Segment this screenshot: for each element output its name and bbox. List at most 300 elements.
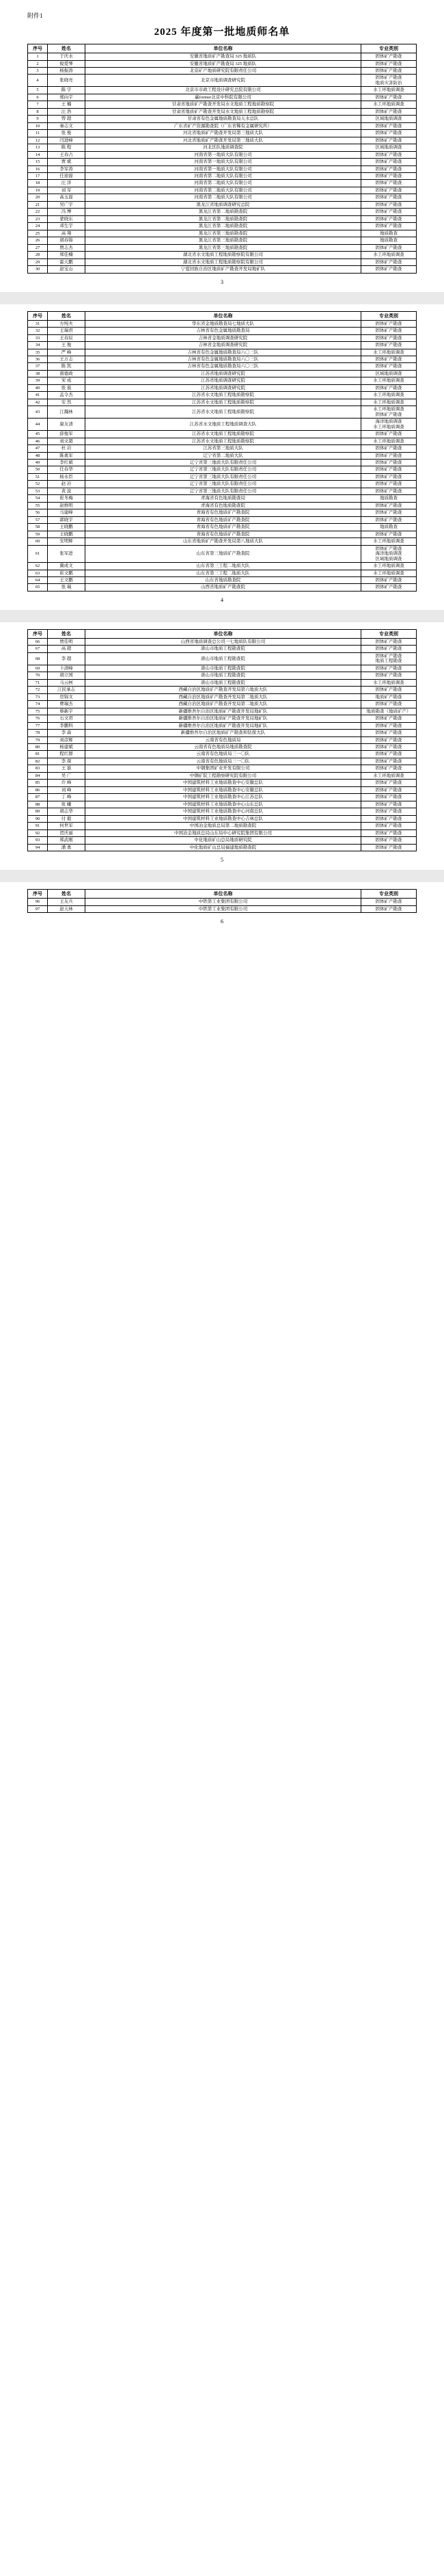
cell-name: 王春辰 <box>48 334 85 341</box>
cell-type: 固体矿产勘查 <box>361 363 417 370</box>
cell-index: 40 <box>28 384 48 391</box>
cell-unit: 唐山市地质工程勘查院 <box>85 665 361 672</box>
cell-name: 丁 峰 <box>48 794 85 801</box>
cell-type: 固体矿产勘查 <box>361 672 417 679</box>
cell-index: 44 <box>28 419 48 431</box>
cell-name: 程红群 <box>48 751 85 758</box>
cell-unit: 青海省有色地质矿产勘查院 <box>85 509 361 516</box>
cell-name: 江瀚林 <box>48 406 85 419</box>
cell-index: 31 <box>28 320 48 327</box>
cell-unit: 江苏省水文地质工程地质勘察院 <box>85 406 361 419</box>
cell-type: 固体矿产勘查 <box>361 715 417 722</box>
table-row <box>28 431 417 438</box>
cell-type: 固体矿产勘查 <box>361 584 417 591</box>
table-body-page-1 <box>28 53 417 274</box>
cell-index: 91 <box>28 823 48 829</box>
cell-index: 6 <box>28 94 48 101</box>
cell-type: 固体矿产勘查 <box>361 173 417 180</box>
table-row <box>28 829 417 836</box>
table-row <box>28 646 417 652</box>
column-header-unit: 单位名称 <box>85 890 361 899</box>
cell-unit: 青海省有色地质勘查院 <box>85 502 361 509</box>
column-header-type: 专业类别 <box>361 311 417 320</box>
table-row <box>28 209 417 215</box>
cell-unit: 云南省有色地质局三一〇队 <box>85 758 361 765</box>
table-row <box>28 772 417 779</box>
cell-name: 王 楠 <box>48 101 85 108</box>
cell-unit: 甘肃省地质矿产勘查开发局水文地质工程地质勘察院 <box>85 101 361 108</box>
cell-unit: 广东省矿产资源勘查院（广东省稀有金属研究所） <box>85 122 361 129</box>
cell-type: 固体矿产勘查 <box>361 502 417 509</box>
table-row <box>28 116 417 122</box>
cell-index: 52 <box>28 481 48 488</box>
cell-unit: 江苏省地质调查研究院 <box>85 377 361 384</box>
cell-index: 10 <box>28 122 48 129</box>
cell-unit: 赢former北京中科院有限公司 <box>85 94 361 101</box>
cell-index: 83 <box>28 765 48 772</box>
table-row <box>28 502 417 509</box>
cell-type: 地质勘查 <box>361 524 417 531</box>
cell-unit: 中国建筑材料工业地质勘查中心江苏总队 <box>85 794 361 801</box>
cell-type: 固体矿产勘查 <box>361 576 417 583</box>
table-row <box>28 392 417 399</box>
cell-type: 固体矿产勘查 <box>361 780 417 786</box>
cell-name: 李鹏科 <box>48 722 85 729</box>
cell-name: 马云柯 <box>48 679 85 686</box>
cell-name: 于庆水 <box>48 53 85 60</box>
cell-unit: 北京市地质调查研究院 <box>85 75 361 87</box>
cell-type: 固体矿产勘查 <box>361 823 417 829</box>
cell-index: 74 <box>28 701 48 708</box>
cell-name: 安明辉 <box>48 538 85 545</box>
table-row <box>28 384 417 391</box>
table-row <box>28 223 417 230</box>
cell-unit: 河北区队地质调查院 <box>85 144 361 151</box>
cell-type: 固体矿产勘查 <box>361 730 417 736</box>
cell-index: 57 <box>28 516 48 523</box>
table-row <box>28 693 417 700</box>
cell-name: 贾志杰 <box>48 244 85 251</box>
cell-index: 18 <box>28 180 48 187</box>
cell-name: 李 超 <box>48 652 85 665</box>
cell-index: 71 <box>28 679 48 686</box>
cell-unit: 黑龙江省第二地质勘查院 <box>85 215 361 222</box>
table-row <box>28 108 417 115</box>
cell-name: 李红斌 <box>48 460 85 466</box>
cell-name: 郑佳楠 <box>48 252 85 258</box>
cell-type: 固体矿产勘查 <box>361 638 417 645</box>
cell-name: 蒙晓东 <box>48 215 85 222</box>
table-row <box>28 516 417 523</box>
cell-index: 15 <box>28 159 48 165</box>
table-row <box>28 701 417 708</box>
table-row <box>28 320 417 327</box>
cell-name: 陈 程 <box>48 144 85 151</box>
cell-unit: 黑龙江省第三地质勘查院 <box>85 230 361 237</box>
cell-index: 19 <box>28 187 48 194</box>
cell-index: 22 <box>28 209 48 215</box>
table-row <box>28 524 417 531</box>
table-row <box>28 481 417 488</box>
cell-unit: 中国建筑材料工业地质勘查中心安徽总队 <box>85 780 361 786</box>
document-page-1 <box>0 0 444 285</box>
cell-type: 固体矿产勘查 <box>361 320 417 327</box>
table-row <box>28 730 417 736</box>
cell-index: 3 <box>28 67 48 74</box>
table-row <box>28 122 417 129</box>
cell-type: 水工环地质调查 <box>361 563 417 570</box>
cell-index: 89 <box>28 808 48 815</box>
cell-name: 赵 岩 <box>48 481 85 488</box>
cell-unit: 辽宁省第二地质大队 <box>85 452 361 459</box>
cell-type: 固体矿产勘查 <box>361 531 417 537</box>
table-row <box>28 545 417 562</box>
cell-unit: 辽宁省第三地质大队有限责任公司 <box>85 466 361 473</box>
table-row <box>28 137 417 144</box>
cell-type: 固体矿产勘查 <box>361 808 417 815</box>
table-row <box>28 570 417 576</box>
table-row <box>28 786 417 793</box>
cell-type: 水工环地质调查 <box>361 538 417 545</box>
cell-name: 张 磊 <box>48 384 85 391</box>
cell-type: 固体矿产勘查 <box>361 445 417 452</box>
cell-type: 固体矿产勘查 <box>361 201 417 208</box>
page-number-2: 4 <box>221 596 223 603</box>
cell-name: 何世军 <box>48 823 85 829</box>
cell-name: 王瑞君 <box>48 328 85 334</box>
cell-type: 固体矿产勘查 <box>361 844 417 851</box>
cell-name: 李 森 <box>48 730 85 736</box>
cell-unit: 江苏省水文地质工程地质勘察院 <box>85 392 361 399</box>
cell-unit: 黑龙江省第三地质勘查院 <box>85 244 361 251</box>
cell-type: 固体矿产勘查 <box>361 687 417 693</box>
cell-index: 8 <box>28 108 48 115</box>
cell-name: 严 峰 <box>48 349 85 356</box>
table-row <box>28 144 417 151</box>
table-row <box>28 743 417 750</box>
column-header-unit: 单位名称 <box>85 44 361 53</box>
table-row <box>28 187 417 194</box>
table-row <box>28 801 417 808</box>
cell-index: 70 <box>28 672 48 679</box>
roster-table-page-1 <box>27 44 417 274</box>
cell-index: 32 <box>28 328 48 334</box>
cell-type: 固体矿产勘查 <box>361 488 417 494</box>
cell-index: 68 <box>28 652 48 665</box>
cell-unit: 黑龙江省第二地质勘查院 <box>85 223 361 230</box>
cell-name: 王万志 <box>48 356 85 362</box>
cell-type: 固体矿产勘查 <box>361 516 417 523</box>
cell-name: 贺庆丽 <box>48 829 85 836</box>
table-row <box>28 159 417 165</box>
cell-name: 吴广宇 <box>48 201 85 208</box>
cell-type: 固体矿产勘查 <box>361 758 417 765</box>
table-row <box>28 473 417 480</box>
cell-name: 安 然 <box>48 399 85 406</box>
cell-type: 固体矿产勘查 <box>361 194 417 201</box>
cell-index: 59 <box>28 531 48 537</box>
cell-index: 23 <box>28 215 48 222</box>
table-row <box>28 75 417 87</box>
cell-type: 地质矿产勘查 <box>361 693 417 700</box>
cell-type: 固体矿产勘查 <box>361 151 417 158</box>
table-row <box>28 460 417 466</box>
cell-name: 冮民承志 <box>48 687 85 693</box>
cell-type: 地质勘查 <box>361 230 417 237</box>
cell-name: 杨建斌 <box>48 743 85 750</box>
table-row <box>28 445 417 452</box>
cell-index: 30 <box>28 266 48 273</box>
cell-type: 固体矿产勘查 <box>361 108 417 115</box>
table-row <box>28 406 417 419</box>
cell-unit: 江苏省地质调查研究院 <box>85 370 361 377</box>
table-row <box>28 751 417 758</box>
table-row <box>28 495 417 502</box>
table-row <box>28 67 417 74</box>
cell-name: 崔文鹏 <box>48 570 85 576</box>
cell-index: 58 <box>28 524 48 531</box>
cell-name: 冀成文 <box>48 563 85 570</box>
cell-unit: 唐山市地质工程勘查院 <box>85 652 361 665</box>
page-separator-3 <box>0 870 444 882</box>
cell-name: 张 俊 <box>48 130 85 137</box>
table-header-row <box>28 311 417 320</box>
cell-type: 固体矿产勘查 <box>361 266 417 273</box>
cell-unit: 吉林省有色金属地质勘查局六〇三队 <box>85 356 361 362</box>
page-title: 2025 年度第一批地质师名单 <box>154 27 290 38</box>
table-row <box>28 266 417 273</box>
column-header-index: 序号 <box>28 44 48 53</box>
cell-type: 固体矿产勘查 <box>361 801 417 808</box>
cell-name: 蔡新宇 <box>48 708 85 715</box>
cell-index: 28 <box>28 252 48 258</box>
cell-type: 固体矿产勘查 <box>361 751 417 758</box>
cell-name: 王文鹏 <box>48 576 85 583</box>
cell-type: 海洋地质调查 水工环地质调查 <box>361 419 417 431</box>
cell-index: 97 <box>28 905 48 912</box>
table-row <box>28 509 417 516</box>
cell-name: 任春华 <box>48 466 85 473</box>
cell-unit: 青海省有色地质矿产勘查院 <box>85 531 361 537</box>
cell-name: 曹瑞杰 <box>48 701 85 708</box>
cell-unit: 中化地质矿山总局地质研究院 <box>85 837 361 844</box>
cell-unit: 甘肃省有色金属地质勘查局天水总队 <box>85 116 361 122</box>
cell-index: 80 <box>28 743 48 750</box>
cell-name: 倪爱琴 <box>48 60 85 67</box>
table-row <box>28 101 417 108</box>
table-header-row <box>28 890 417 899</box>
cell-index: 24 <box>28 223 48 230</box>
table-row <box>28 531 417 537</box>
cell-type: 固体矿产勘查 <box>361 258 417 265</box>
cell-name: 方纯夫 <box>48 320 85 327</box>
column-header-index: 序号 <box>28 890 48 899</box>
cell-index: 33 <box>28 334 48 341</box>
cell-name: 赵宝山 <box>48 266 85 273</box>
table-row <box>28 252 417 258</box>
document-page-3 <box>0 622 444 863</box>
cell-name: 李 琛 <box>48 758 85 765</box>
cell-index: 16 <box>28 165 48 172</box>
cell-index: 82 <box>28 758 48 765</box>
cell-type: 固体矿产勘查 <box>361 460 417 466</box>
cell-index: 90 <box>28 815 48 822</box>
cell-name: 王春占 <box>48 151 85 158</box>
attachment-label: 附件1 <box>27 12 43 19</box>
cell-index: 64 <box>28 576 48 583</box>
cell-unit: 河南省第二地质大队有限公司 <box>85 173 361 180</box>
cell-type: 固体矿产勘查 <box>361 342 417 349</box>
cell-name: 薛俊军 <box>48 431 85 438</box>
cell-unit: 河南省第二地质大队有限公司 <box>85 180 361 187</box>
cell-type: 固体矿产勘查 <box>361 431 417 438</box>
cell-name: 贾 斌 <box>48 159 85 165</box>
page-separator-1 <box>0 292 444 304</box>
cell-unit: 吉林省金地质调查研究院 <box>85 334 361 341</box>
table-row <box>28 370 417 377</box>
cell-name: 陈 宇 <box>48 87 85 94</box>
cell-name: 吴 广 <box>48 772 85 779</box>
table-row <box>28 780 417 786</box>
cell-unit: 中化地质矿山总局福建地质勘查院 <box>85 844 361 851</box>
table-row <box>28 466 417 473</box>
cell-unit: 安徽省地质矿产勘查局 325 地质队 <box>85 53 361 60</box>
cell-name: 黄 波 <box>48 488 85 494</box>
cell-index: 73 <box>28 693 48 700</box>
column-header-name: 姓名 <box>48 890 85 899</box>
cell-name: 汪 浩 <box>48 108 85 115</box>
table-row <box>28 130 417 137</box>
cell-unit: 山东省第三工程二地质大队 <box>85 570 361 576</box>
cell-unit: 北京市市政工程设计研究总院有限公司 <box>85 87 361 94</box>
cell-name: 霍天鹏 <box>48 258 85 265</box>
cell-unit: 辽宁省第三地质大队有限责任公司 <box>85 488 361 494</box>
cell-unit: 黑龙江省第二地质勘查院 <box>85 209 361 215</box>
cell-type: 固体矿产勘查 <box>361 815 417 822</box>
cell-name: 卜清峰 <box>48 665 85 672</box>
cell-name: 李军涛 <box>48 165 85 172</box>
cell-unit: 新疆维吾尔自治区地质矿产勘查和钻探大队 <box>85 730 361 736</box>
cell-name: 赵维明 <box>48 502 85 509</box>
table-row <box>28 736 417 743</box>
cell-index: 42 <box>28 399 48 406</box>
document-page-4 <box>0 882 444 925</box>
cell-name: 贾佳明 <box>48 638 85 645</box>
cell-unit: 新疆维吾尔自治区地质矿产勘查开发局地矿队 <box>85 722 361 729</box>
cell-unit: 唐山市地质工程勘查院 <box>85 679 361 686</box>
cell-type: 区域地质调查 <box>361 370 417 377</box>
table-row <box>28 356 417 362</box>
cell-unit: 西藏自治区地质矿产勘查开发局第六地质大队 <box>85 687 361 693</box>
table-row <box>28 815 417 822</box>
cell-name: 高 翔 <box>48 230 85 237</box>
cell-index: 56 <box>28 509 48 516</box>
table-row <box>28 399 417 406</box>
cell-type: 固体矿产勘查 <box>361 137 417 144</box>
column-header-type: 专业类别 <box>361 890 417 899</box>
cell-unit: 山西省地质调查总公司一七地质队有限公司 <box>85 638 361 645</box>
cell-index: 81 <box>28 751 48 758</box>
cell-name: 房锦文 <box>48 693 85 700</box>
cell-unit: 吉林省金地质调查研究院 <box>85 342 361 349</box>
cell-type: 水工环地质调查 <box>361 679 417 686</box>
cell-name: 康友清 <box>48 419 85 431</box>
cell-index: 7 <box>28 101 48 108</box>
cell-unit: 青海省有色地质勘查局 <box>85 495 361 502</box>
cell-type: 固体矿产勘查 <box>361 94 417 101</box>
cell-unit: 唐山市地质工程勘查院 <box>85 672 361 679</box>
table-row <box>28 201 417 208</box>
cell-index: 17 <box>28 173 48 180</box>
cell-type: 固体矿产勘查 地质工程勘查 <box>361 652 417 665</box>
roster-table-page-4 <box>27 889 417 913</box>
cell-name: 陈 凯 <box>48 363 85 370</box>
cell-type: 固体矿产勘查 海洋地质调查 区域地质调查 <box>361 545 417 562</box>
cell-type: 区域地质调查 <box>361 144 417 151</box>
cell-unit: 湖北省水文地质工程地质勘察院有限公司 <box>85 252 361 258</box>
table-row <box>28 363 417 370</box>
table-row <box>28 377 417 384</box>
table-row <box>28 837 417 844</box>
cell-unit: 北京矿产地质研究院有限责任公司 <box>85 67 361 74</box>
cell-unit: 新疆维吾尔自治区地质矿产勘查开发局地矿队 <box>85 708 361 715</box>
cell-unit: 甘肃省地质矿产勘查开发局水文地质工程地质勘察院 <box>85 108 361 115</box>
column-header-type: 专业类别 <box>361 629 417 638</box>
cell-type: 水工环地质调查 <box>361 377 417 384</box>
table-row <box>28 438 417 444</box>
cell-name: 南德政 <box>48 370 85 377</box>
roster-table-page-3 <box>27 629 417 851</box>
cell-unit: 山东省地质矿产勘查开发局第八地质大队 <box>85 538 361 545</box>
cell-index: 37 <box>28 363 48 370</box>
cell-name: 张军进 <box>48 545 85 562</box>
cell-index: 94 <box>28 844 48 851</box>
table-row <box>28 180 417 187</box>
cell-name: 陈勇军 <box>48 452 85 459</box>
cell-index: 67 <box>28 646 48 652</box>
table-row <box>28 899 417 905</box>
cell-name: 宋 成 <box>48 377 85 384</box>
column-header-name: 姓名 <box>48 311 85 320</box>
table-row <box>28 151 417 158</box>
table-row <box>28 794 417 801</box>
cell-type: 固体矿产勘查 <box>361 786 417 793</box>
cell-name: 张晓亮 <box>48 75 85 87</box>
cell-type: 水工环地质调查 <box>361 438 417 444</box>
table-body-page-2 <box>28 320 417 591</box>
cell-index: 84 <box>28 772 48 779</box>
cell-unit: 中国建筑材料工业地质勘查中心河南总队 <box>85 808 361 815</box>
page-number-1: 3 <box>221 278 223 285</box>
page-number-4: 6 <box>221 918 223 925</box>
cell-index: 55 <box>28 502 48 509</box>
cell-type: 水工环地质调查 <box>361 570 417 576</box>
cell-type: 固体矿产勘查 <box>361 736 417 743</box>
cell-type: 固体矿产勘查 <box>361 743 417 750</box>
column-header-unit: 单位名称 <box>85 629 361 638</box>
roster-table-page-2 <box>27 311 417 592</box>
cell-index: 51 <box>28 473 48 480</box>
cell-index: 29 <box>28 258 48 265</box>
cell-index: 14 <box>28 151 48 158</box>
cell-unit: 江苏省第三地质大队 <box>85 445 361 452</box>
cell-name: 张 瑞 <box>48 584 85 591</box>
cell-type: 固体矿产勘查 <box>361 60 417 67</box>
table-row <box>28 905 417 912</box>
cell-unit: 中铁第工业集团有限公司 <box>85 899 361 905</box>
cell-type: 固体矿产勘查 地质灾害防治 <box>361 75 417 87</box>
cell-type: 地质勘查 <box>361 237 417 244</box>
